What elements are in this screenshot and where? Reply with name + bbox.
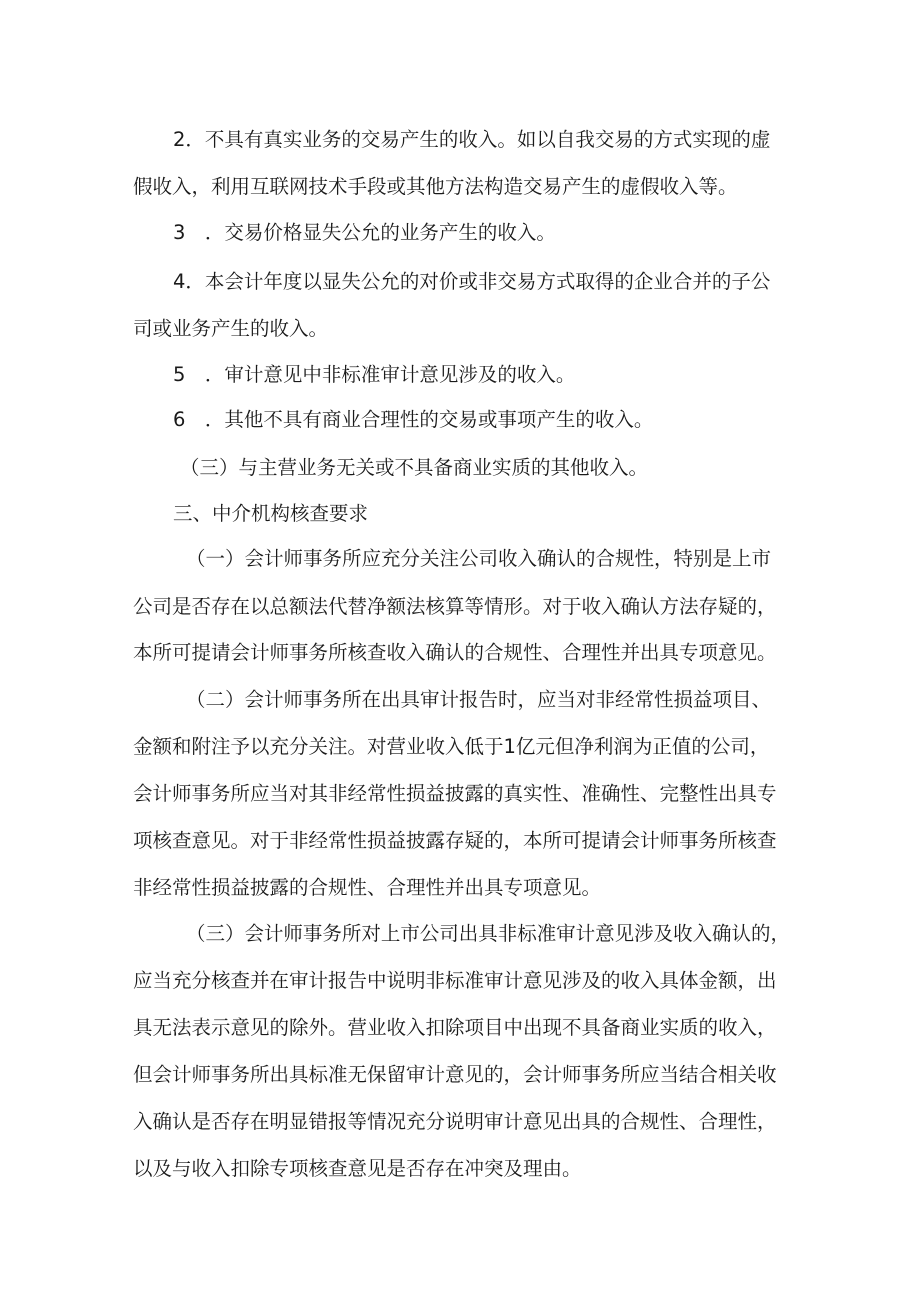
paragraph-item-4-line-2 <box>133 315 433 343</box>
paragraph-item-2-line-2 <box>133 173 773 201</box>
text-segment: 5 ．审计意见中非标准审计意见涉及的收入。 <box>173 363 576 386</box>
paragraph-q2-line-1 <box>186 686 790 714</box>
text-segment: 4．本会计年度以显失公允的对价或非交易方式取得的企业合并的子公 <box>173 270 771 293</box>
paragraph-item-2-line-1 <box>0 126 920 154</box>
paragraph-q3-line-3 <box>133 1014 793 1042</box>
paragraph-q1-line-2 <box>133 593 793 621</box>
paragraph-q1-line-3 <box>133 639 793 667</box>
text-segment: 非经常性损益披露的合规性、合理性并出具专项意见。 <box>133 876 602 899</box>
text-segment: 入确认是否存在明显错报等情况充分说明审计意见出具的合规性、合理性， <box>133 1110 777 1133</box>
text-segment: 会计师事务所应当对其非经常性损益披露的真实性、准确性、完整性出具专 <box>133 782 777 805</box>
paragraph-q3-line-2 <box>133 967 793 995</box>
text-segment: 但会计师事务所出具标准无保留审计意见的，会计师事务所应当结合相关收 <box>133 1063 777 1086</box>
text-segment: 3 ．交易价格显失公允的业务产生的收入。 <box>173 221 556 244</box>
paragraph-other-income <box>180 454 740 482</box>
paragraph-item-6 <box>173 406 733 434</box>
paragraph-q3-line-1 <box>186 920 790 948</box>
text-segment: 以及与收入扣除专项核查意见是否存在冲突及理由。 <box>133 1157 582 1180</box>
text-segment: 2．不具有真实业务的交易产生的收入。如以自我交易的方式实现的虚 <box>173 128 771 151</box>
text-segment: （一）会计师事务所应充分关注公司收入确认的合规性，特别是上市 <box>186 547 772 570</box>
paragraph-q1-line-1 <box>186 545 790 573</box>
paragraph-q3-line-6 <box>133 1155 793 1183</box>
justify-row <box>173 126 790 154</box>
paragraph-item-5 <box>173 361 733 389</box>
text-segment: 司或业务产生的收入。 <box>133 317 329 340</box>
text-segment: （三）会计师事务所对上市公司出具非标准审计意见涉及收入确认的， <box>186 922 790 945</box>
text-segment: 应当充分核查并在审计报告中说明非标准审计意见涉及的收入具体金额，出 <box>133 969 777 992</box>
text-segment: 项核查意见。对于非经常性损益披露存疑的，本所可提请会计师事务所核查 <box>133 829 777 852</box>
text-segment: 假收入，利用互联网技术手段或其他方法构造交易产生的虚假收入等。 <box>133 175 738 198</box>
text-segment: 具无法表示意见的除外。营业收入扣除项目中出现不具备商业实质的收入， <box>133 1016 777 1039</box>
text-segment: 金额和附注予以充分关注。对营业收入低于1亿元但净利润为正值的公司， <box>133 735 770 758</box>
section-heading-3 <box>173 500 573 528</box>
heading-text: 三、中介机构核查要求 <box>173 502 369 525</box>
paragraph-q2-line-2 <box>133 733 793 761</box>
paragraph-item-3 <box>173 219 733 247</box>
paragraph-item-4-line-1 <box>173 268 790 296</box>
text-segment: 本所可提请会计师事务所核查收入确认的合规性、合理性并出具专项意见。 <box>133 641 777 664</box>
paragraph-q2-line-4 <box>133 827 793 855</box>
text-segment: （二）会计师事务所在出具审计报告时，应当对非经常性损益项目、 <box>186 688 772 711</box>
paragraph-q2-line-3 <box>133 780 793 808</box>
text-segment: （三）与主营业务无关或不具备商业实质的其他收入。 <box>180 456 649 479</box>
text-segment: 公司是否存在以总额法代替净额法核算等情形。对于收入确认方法存疑的， <box>133 595 777 618</box>
paragraph-q3-line-4 <box>133 1061 793 1089</box>
text-segment: 6 ．其他不具有商业合理性的交易或事项产生的收入。 <box>173 408 654 431</box>
paragraph-q3-line-5 <box>133 1108 793 1136</box>
paragraph-q2-line-5 <box>133 874 793 902</box>
